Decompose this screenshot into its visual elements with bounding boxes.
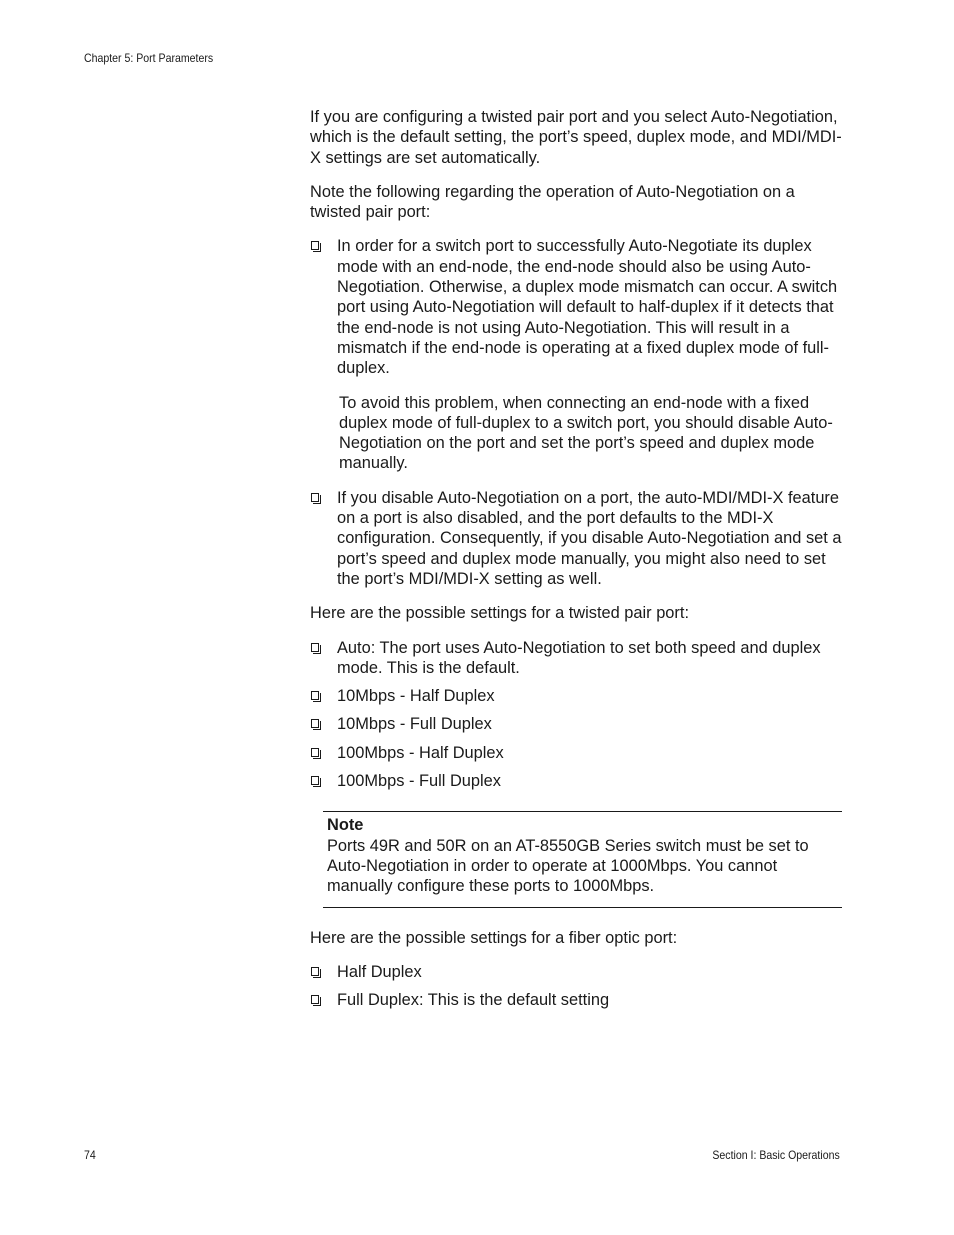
list-item-text: If you disable Auto-Negotiation on a port, the auto-MDI/MDI-X feature on a port is also disabled, and the port defaults to the MDI-X configuration. Consequently, if you disable Auto-Negotiation and set a port’s speed and duplex mode manually, you might also need to set the port’s MDI/MDI-X setting as well. (337, 488, 842, 588)
list-item (310, 236, 842, 473)
list-item-text: 10Mbps - Full Duplex (337, 715, 492, 734)
square-bullet-icon (311, 995, 319, 1004)
note-text: Ports 49R and 50R on an AT-8550GB Series switch must be set to Auto-Negotiation in order to operate at 1000Mbps. You cannot manually configure these ports to 1000Mbps. (327, 836, 809, 896)
list-item (310, 638, 842, 679)
list-item (310, 771, 842, 791)
list-item-text: Full Duplex: This is the default setting (337, 991, 610, 1010)
list-item-followup: To avoid this problem, when connecting an end-node with a fixed duplex mode of full-duplex to a switch port, you should disable Auto-Negotiation on the port and set the port’s speed and duplex mode manually. (339, 393, 833, 473)
auto-negotiation-notes-list (310, 236, 842, 589)
list-item-text: 100Mbps - Half Duplex (337, 743, 504, 762)
list-item (310, 962, 842, 982)
square-bullet-icon (311, 967, 319, 976)
square-bullet-icon (311, 691, 319, 700)
page-number: 74 (84, 1148, 96, 1162)
running-header: Chapter 5: Port Parameters (84, 51, 214, 65)
twisted-pair-intro: Here are the possible settings for a twisted pair port: (310, 604, 689, 623)
square-bullet-icon (311, 776, 319, 785)
square-bullet-icon (311, 493, 319, 502)
list-item (310, 488, 842, 589)
list-item-text: 10Mbps - Half Duplex (337, 687, 495, 706)
list-item (310, 743, 842, 763)
square-bullet-icon (311, 241, 319, 250)
square-bullet-icon (311, 748, 319, 757)
list-item (310, 686, 842, 706)
fiber-optic-intro: Here are the possible settings for a fiber optic port: (310, 928, 678, 947)
list-item-text: Auto: The port uses Auto-Negotiation to set both speed and duplex mode. This is the default. (337, 638, 821, 677)
list-item-text: Half Duplex (337, 962, 422, 981)
list-item-text: 100Mbps - Full Duplex (337, 772, 501, 791)
list-item (310, 990, 842, 1010)
list-item (310, 714, 842, 734)
note-box (323, 811, 842, 907)
notes-intro-paragraph: Note the following regarding the operation of Auto-Negotiation on a twisted pair port: (310, 182, 795, 222)
running-footer-section: Section I: Basic Operations (712, 1148, 840, 1162)
intro-paragraph: If you are configuring a twisted pair port and you select Auto-Negotiation, which is the default setting, the port’s speed, duplex mode, and MDI/MDI-X settings are set automatically. (310, 108, 842, 167)
fiber-optic-settings-list (310, 962, 842, 1011)
square-bullet-icon (311, 719, 319, 728)
twisted-pair-settings-list (310, 638, 842, 792)
list-item-text: In order for a switch port to successfully Auto-Negotiate its duplex mode with an end-node, the end-node should also be using Auto-Negotiation. Otherwise, a duplex mode mismatch can occur. A switch port using Auto-Negotiation will default to half-duplex if it detects that the end-node is not using Auto-Negotiation. This will result in a mismatch if the end-node is operating at a fixed duplex mode of full-duplex. (337, 237, 838, 378)
page-body (310, 107, 842, 1024)
square-bullet-icon (311, 643, 319, 652)
note-title: Note (327, 816, 364, 835)
